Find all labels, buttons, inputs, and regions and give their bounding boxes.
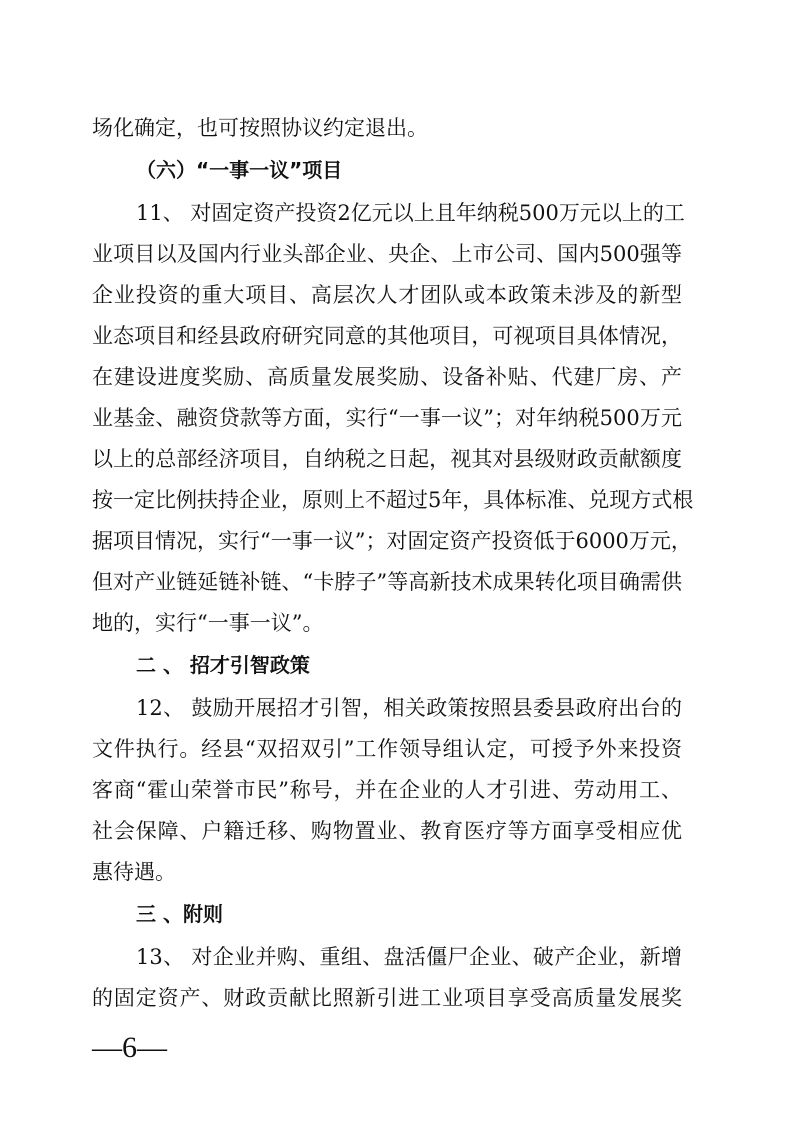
paragraph-line: 社会保障、户籍迁移、购物置业、教育医疗等方面享受相应优	[92, 819, 682, 843]
paragraph-line: 按一定比例扶持企业，原则上不超过5年，具体标准、兑现方式根	[92, 488, 694, 512]
section-heading-3: 三 、附则	[136, 902, 223, 926]
section-heading-6: （六）“一事一议”项目	[136, 158, 343, 182]
paragraph-line: 业态项目和经县政府研究同意的其他项目，可视项目具体情况，	[92, 324, 682, 348]
paragraph-line: 以上的总部经济项目，自纳税之日起，视其对县级财政贡献额度	[92, 447, 682, 471]
paragraph-line: 文件执行。经县“双招双引”工作领导组认定，可授予外来投资	[92, 737, 682, 761]
paragraph-line: 业项目以及国内行业头部企业、央企、上市公司、国内500强等	[92, 242, 682, 266]
paragraph-line: 企业投资的重大项目、高层次人才团队或本政策未涉及的新型	[92, 283, 682, 307]
paragraph-line: 11、 对固定资产投资2亿元以上且年纳税500万元以上的工	[136, 201, 685, 225]
page-number: —6—	[92, 1031, 167, 1064]
paragraph-line: 场化确定，也可按照协议约定退出。	[92, 116, 428, 140]
paragraph-line: 业基金、融资贷款等方面，实行“一事一议”；对年纳税500万元	[92, 406, 682, 430]
paragraph-line: 据项目情况，实行“一事一议”；对固定资产投资低于6000万元，	[92, 529, 692, 553]
paragraph-line: 客商“霍山荣誉市民”称号，并在企业的人才引进、劳动用工、	[92, 778, 682, 802]
paragraph-line: 12、 鼓励开展招才引智，相关政策按照县委县政府出台的	[136, 696, 682, 720]
paragraph-line: 的固定资产、财政贡献比照新引进工业项目享受高质量发展奖	[92, 986, 682, 1010]
paragraph-line: 13、 对企业并购、重组、盘活僵尸企业、破产企业，新增	[136, 945, 682, 969]
paragraph-line: 惠待遇。	[92, 860, 176, 884]
section-heading-2: 二 、 招才引智政策	[136, 653, 310, 677]
paragraph-line: 地的，实行“一事一议”。	[92, 611, 324, 635]
paragraph-line: 在建设进度奖励、高质量发展奖励、设备补贴、代建厂房、产	[92, 365, 682, 389]
paragraph-line: 但对产业链延链补链、“卡脖子”等高新技术成果转化项目确需供	[92, 570, 682, 594]
